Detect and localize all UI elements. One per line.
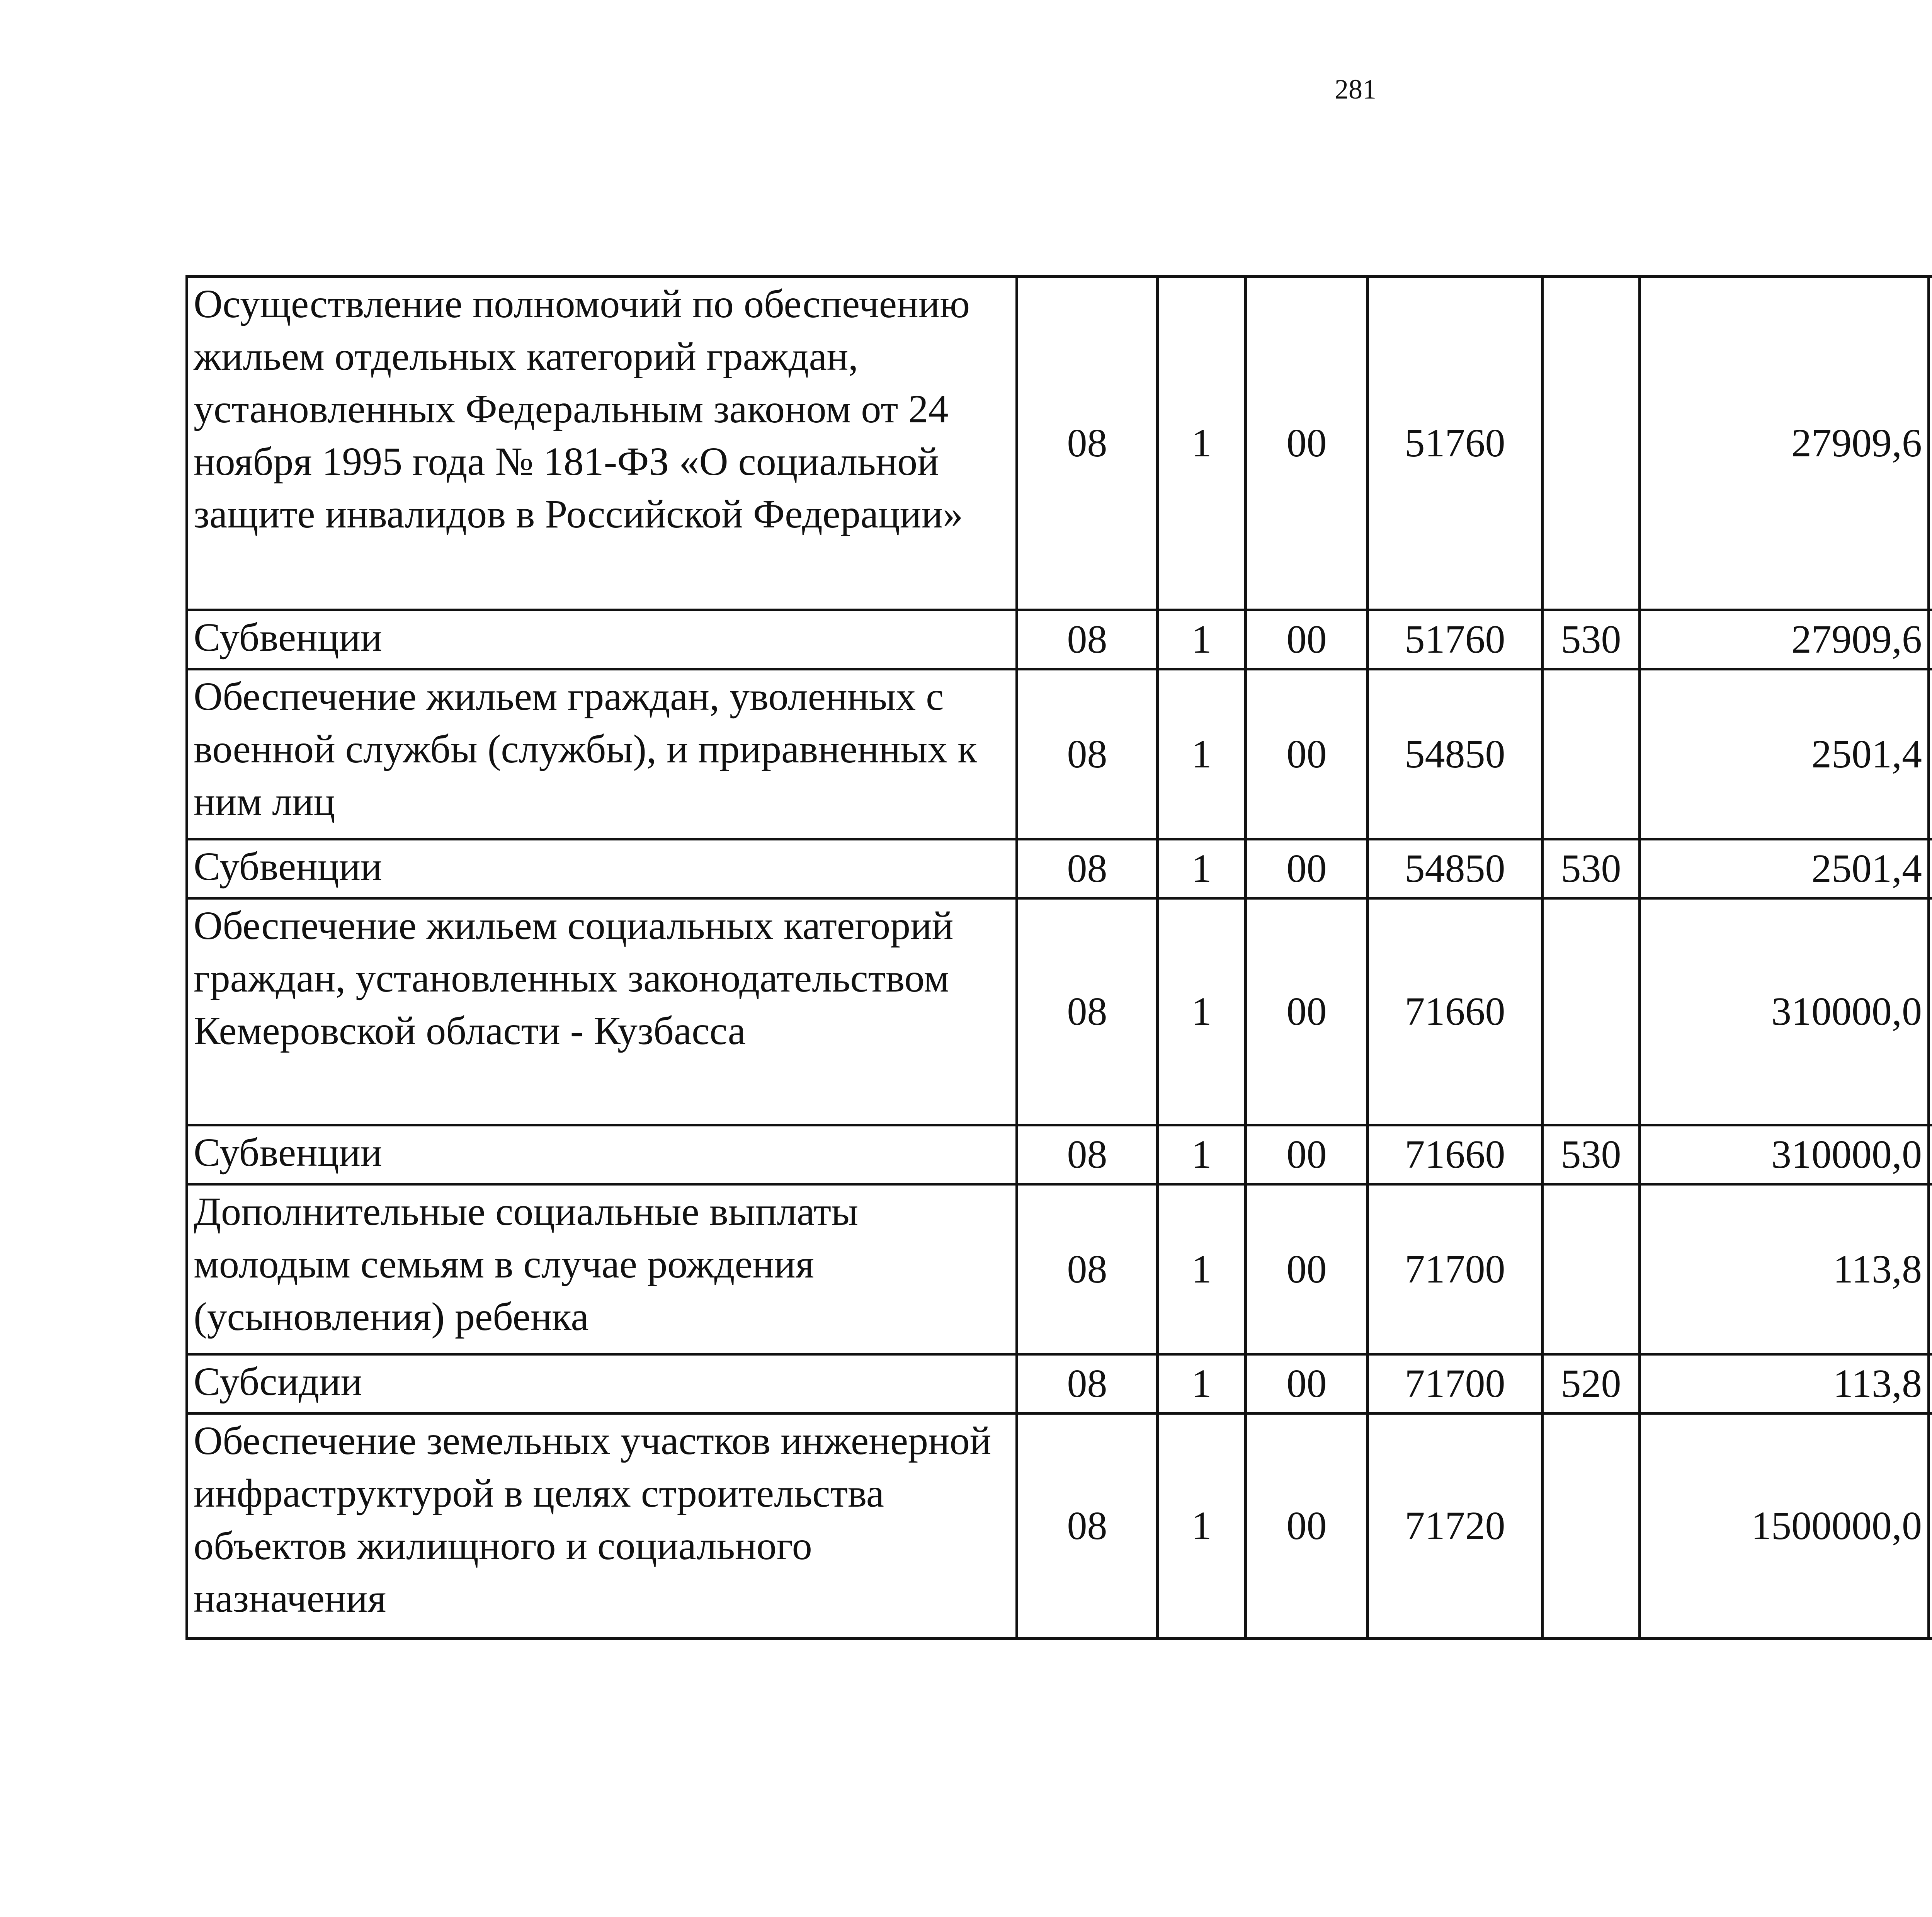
section-code: 08 [1017, 1184, 1158, 1354]
amount-year-2 [1929, 898, 1932, 1125]
amount-year-1: 27909,6 [1640, 610, 1929, 669]
subsection-code: 1 [1158, 1184, 1246, 1354]
target-article-code: 71720 [1368, 1414, 1543, 1639]
subsection-code: 1 [1158, 610, 1246, 669]
section-code: 08 [1017, 1414, 1158, 1639]
budget-table [185, 275, 1932, 1640]
subsection-code: 1 [1158, 277, 1246, 610]
expense-type-code [1543, 669, 1640, 839]
amount-year-2 [1929, 1414, 1932, 1639]
target-article-code: 54850 [1368, 839, 1543, 898]
row-name: Обеспечение жильем социальных категорий граждан, установленных законодательством Кемеровской области - Кузбасса [187, 898, 1017, 1125]
amount-year-2 [1929, 277, 1932, 610]
row-name: Дополнительные социальные выплаты молодым семьям в случае рождения (усыновления) ребенка [187, 1184, 1017, 1354]
row-name: Обеспечение жильем граждан, уволенных с военной службы (службы), и приравненных к ним лиц [187, 669, 1017, 839]
program-code: 00 [1246, 669, 1368, 839]
table-row [187, 839, 1932, 898]
subsection-code: 1 [1158, 1354, 1246, 1414]
row-name: Обеспечение земельных участков инженерной инфраструктурой в целях строительства объектов жилищного и социального назначения [187, 1414, 1017, 1639]
row-name: Субвенции [187, 1125, 1017, 1184]
target-article-code: 51760 [1368, 610, 1543, 669]
amount-year-2 [1929, 1125, 1932, 1184]
table-row [187, 1414, 1932, 1639]
program-code: 00 [1246, 1414, 1368, 1639]
section-code: 08 [1017, 669, 1158, 839]
program-code: 00 [1246, 839, 1368, 898]
amount-year-2 [1929, 1184, 1932, 1354]
expense-type-code: 530 [1543, 1125, 1640, 1184]
expense-type-code [1543, 1414, 1640, 1639]
amount-year-1: 113,8 [1640, 1184, 1929, 1354]
amount-year-1: 1500000,0 [1640, 1414, 1929, 1639]
target-article-code: 54850 [1368, 669, 1543, 839]
amount-year-1: 2501,4 [1640, 669, 1929, 839]
target-article-code: 71700 [1368, 1354, 1543, 1414]
subsection-code: 1 [1158, 669, 1246, 839]
amount-year-2 [1929, 669, 1932, 839]
program-code: 00 [1246, 1125, 1368, 1184]
section-code: 08 [1017, 610, 1158, 669]
expense-type-code [1543, 898, 1640, 1125]
row-name: Осуществление полномочий по обеспечению жильем отдельных категорий граждан, установленных Федеральным законом от 24 ноября 1995 года № 181-ФЗ «О социальной защите инвалидов в Российской Федерации» [187, 277, 1017, 610]
program-code: 00 [1246, 898, 1368, 1125]
amount-year-2 [1929, 839, 1932, 898]
program-code: 00 [1246, 1184, 1368, 1354]
amount-year-1: 113,8 [1640, 1354, 1929, 1414]
section-code: 08 [1017, 1354, 1158, 1414]
table-row [187, 610, 1932, 669]
table-row [187, 1184, 1932, 1354]
row-name: Субвенции [187, 839, 1017, 898]
subsection-code: 1 [1158, 1125, 1246, 1184]
section-code: 08 [1017, 1125, 1158, 1184]
expense-type-code: 520 [1543, 1354, 1640, 1414]
target-article-code: 51760 [1368, 277, 1543, 610]
expense-type-code [1543, 277, 1640, 610]
subsection-code: 1 [1158, 839, 1246, 898]
section-code: 08 [1017, 839, 1158, 898]
target-article-code: 71660 [1368, 1125, 1543, 1184]
table-row [187, 898, 1932, 1125]
amount-year-1: 310000,0 [1640, 1125, 1929, 1184]
program-code: 00 [1246, 610, 1368, 669]
table-row [187, 1354, 1932, 1414]
section-code: 08 [1017, 277, 1158, 610]
row-name: Субсидии [187, 1354, 1017, 1414]
amount-year-2 [1929, 1354, 1932, 1414]
target-article-code: 71660 [1368, 898, 1543, 1125]
amount-year-1: 2501,4 [1640, 839, 1929, 898]
expense-type-code [1543, 1184, 1640, 1354]
expense-type-code: 530 [1543, 839, 1640, 898]
program-code: 00 [1246, 1354, 1368, 1414]
table-row [187, 1125, 1932, 1184]
section-code: 08 [1017, 898, 1158, 1125]
target-article-code: 71700 [1368, 1184, 1543, 1354]
table-row [187, 277, 1932, 610]
amount-year-1: 27909,6 [1640, 277, 1929, 610]
amount-year-2 [1929, 610, 1932, 669]
expense-type-code: 530 [1543, 610, 1640, 669]
page-number: 281 [1335, 74, 1376, 105]
subsection-code: 1 [1158, 1414, 1246, 1639]
row-name: Субвенции [187, 610, 1017, 669]
table-row [187, 669, 1932, 839]
program-code: 00 [1246, 277, 1368, 610]
amount-year-1: 310000,0 [1640, 898, 1929, 1125]
subsection-code: 1 [1158, 898, 1246, 1125]
